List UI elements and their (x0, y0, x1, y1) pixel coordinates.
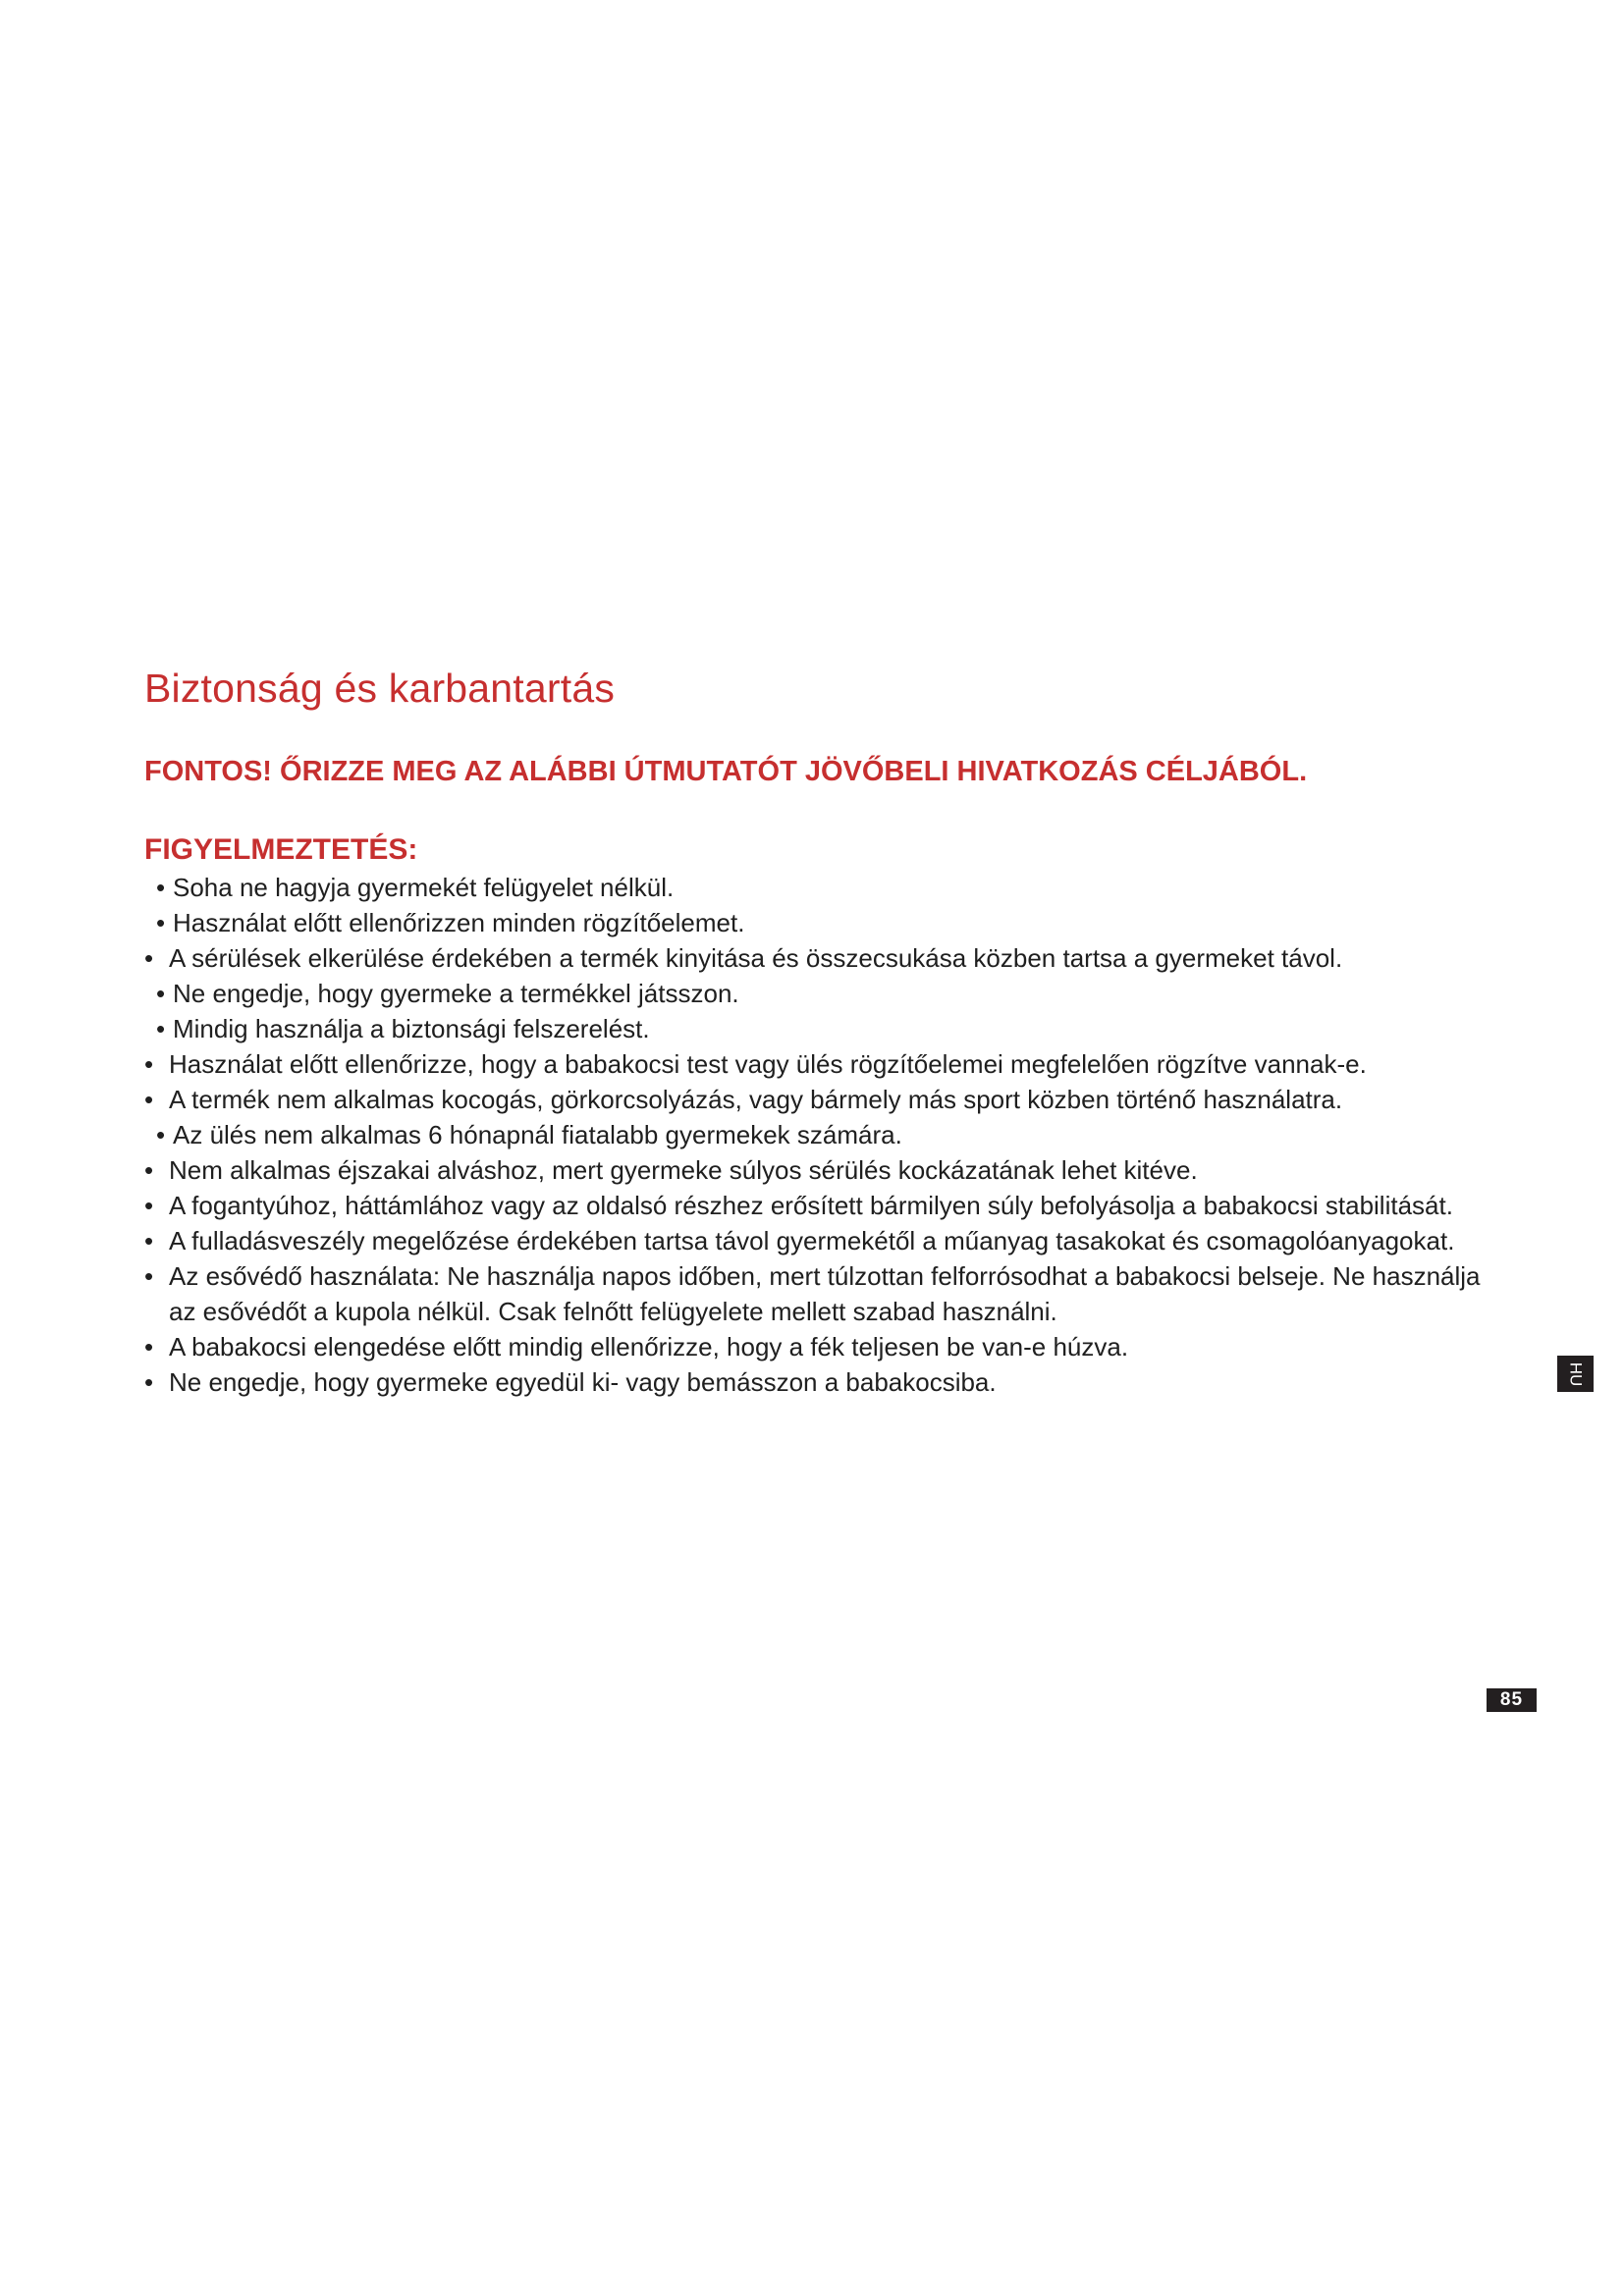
warning-item-text: Az esővédő használata: Ne használja napos időben, mert túlzottan felforrósodhat a babakocsi belseje. Ne használja az esővédőt a kupola nélkül. Csak felnőtt felügyelete mellett szabad használni. (169, 1261, 1481, 1326)
warning-item (144, 1329, 1499, 1364)
bullet-icon: • (144, 1261, 154, 1291)
warning-item-text: A sérülések elkerülése érdekében a termék kinyitása és összecsukása közben tartsa a gyermeket távol. (169, 943, 1343, 973)
bullet-icon: • (156, 908, 166, 937)
warning-item-text: Nem alkalmas éjszakai alváshoz, mert gyermeke súlyos sérülés kockázatának lehet kitéve. (169, 1155, 1198, 1185)
warning-item (144, 1188, 1499, 1223)
warning-item (144, 870, 1499, 905)
bullet-icon: • (144, 1085, 154, 1114)
bullet-icon: • (156, 873, 166, 902)
warning-item-text: Mindig használja a biztonsági felszerelést. (173, 1014, 650, 1043)
language-tab-label: HU (1566, 1362, 1586, 1386)
bullet-icon: • (144, 1155, 154, 1185)
warning-item (144, 905, 1499, 940)
bullet-icon: • (156, 1014, 166, 1043)
bullet-icon: • (144, 1226, 154, 1255)
bullet-icon: • (144, 1332, 154, 1362)
warning-item (144, 940, 1499, 976)
warning-heading: FIGYELMEZTETÉS: (144, 833, 418, 866)
warning-item-text: Soha ne hagyja gyermekét felügyelet nélkül. (173, 873, 675, 902)
bullet-icon: • (144, 1191, 154, 1220)
warning-item (144, 1152, 1499, 1188)
warning-list (144, 870, 1499, 1400)
bullet-icon: • (144, 1049, 154, 1079)
bullet-icon: • (156, 979, 166, 1008)
warning-item (144, 1046, 1499, 1082)
warning-item (144, 976, 1499, 1011)
bullet-icon: • (156, 1120, 166, 1149)
warning-item (144, 1364, 1499, 1400)
warning-item-text: A babakocsi elengedése előtt mindig ellenőrizze, hogy a fék teljesen be van-e húzva. (169, 1332, 1129, 1362)
warning-item (144, 1011, 1499, 1046)
page-title: Biztonság és karbantartás (144, 666, 616, 711)
warning-item (144, 1223, 1499, 1258)
bullet-icon: • (144, 943, 154, 973)
warning-item-text: Az ülés nem alkalmas 6 hónapnál fiatalabb gyermekek számára. (173, 1120, 902, 1149)
important-notice: FONTOS! ŐRIZZE MEG AZ ALÁBBI ÚTMUTATÓT JÖVŐBELI HIVATKOZÁS CÉLJÁBÓL. (144, 756, 1308, 787)
page-number: 85 (1487, 1688, 1537, 1712)
language-tab (1557, 1356, 1594, 1392)
warning-item (144, 1258, 1499, 1329)
warning-item-text: Ne engedje, hogy gyermeke egyedül ki- vagy bemásszon a babakocsiba. (169, 1367, 997, 1397)
bullet-icon: • (144, 1367, 154, 1397)
warning-item-text: Használat előtt ellenőrizze, hogy a babakocsi test vagy ülés rögzítőelemei megfelelően rögzítve vannak-e. (169, 1049, 1367, 1079)
warning-item-text: A fulladásveszély megelőzése érdekében tartsa távol gyermekétől a műanyag tasakokat és csomagolóanyagokat. (169, 1226, 1455, 1255)
warning-item-text: Ne engedje, hogy gyermeke a termékkel játsszon. (173, 979, 739, 1008)
warning-item (144, 1117, 1499, 1152)
warning-item-text: A termék nem alkalmas kocogás, görkorcsolyázás, vagy bármely más sport közben történő használatra. (169, 1085, 1343, 1114)
warning-item-text: Használat előtt ellenőrizzen minden rögzítőelemet. (173, 908, 745, 937)
warning-item-text: A fogantyúhoz, háttámlához vagy az oldalsó részhez erősített bármilyen súly befolyásolja a babakocsi stabilitását. (169, 1191, 1453, 1220)
warning-item (144, 1082, 1499, 1117)
